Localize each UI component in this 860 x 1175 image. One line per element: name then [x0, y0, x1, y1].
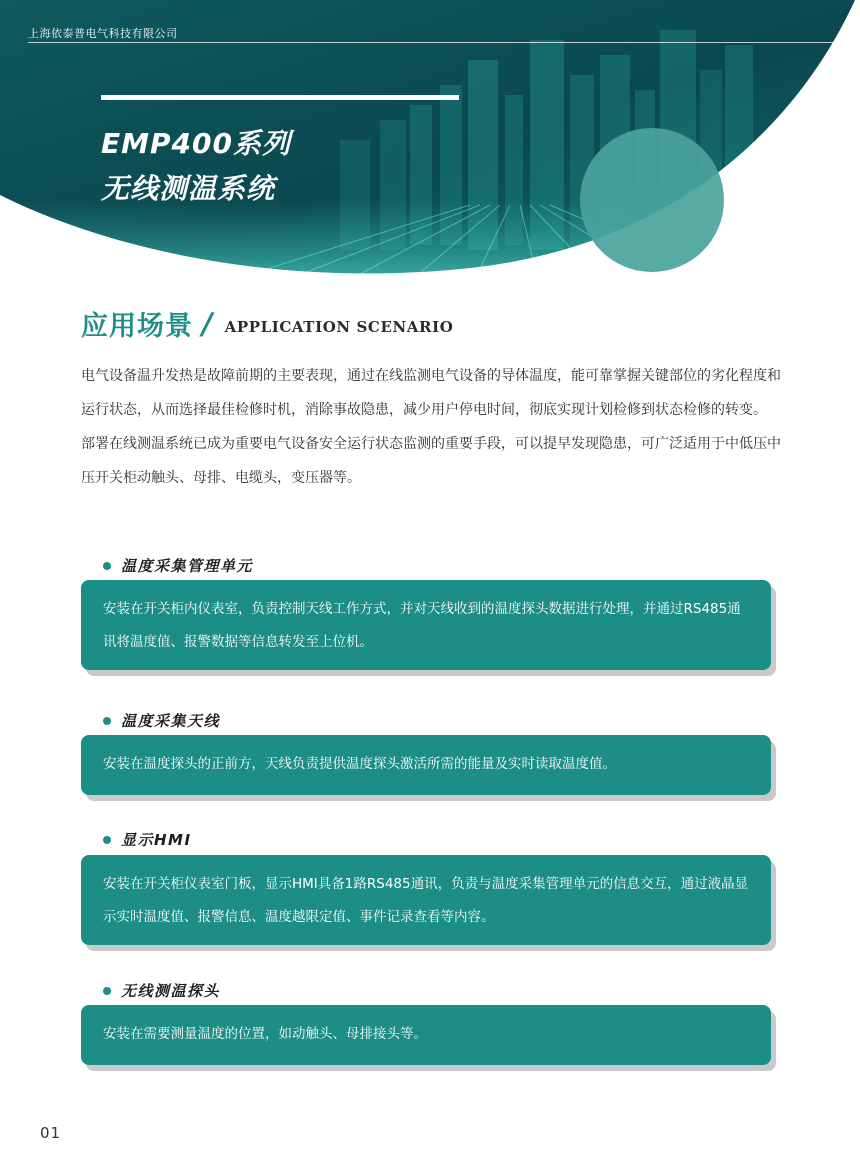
item-heading [103, 980, 220, 1001]
bullet-dot-icon [103, 836, 111, 844]
item-card [81, 1005, 771, 1065]
item-heading [103, 710, 220, 731]
company-name: 上海依泰普电气科技有限公司 [28, 27, 178, 40]
section-title-slash: / [202, 306, 213, 341]
item-title: 温度采集天线 [121, 712, 221, 730]
header-divider [28, 42, 834, 43]
title-accent-bar [101, 95, 459, 100]
item-description: 安装在开关柜内仪表室，负责控制天线工作方式，并对天线收到的温度探头数据进行处理，并通过RS485通讯将温度值、报警数据等信息转发至上位机。 [103, 601, 741, 650]
section-title-en: APPLICATION SCENARIO [224, 317, 454, 336]
bullet-dot-icon [103, 562, 111, 570]
item-card [81, 580, 771, 670]
item-description: 安装在温度探头的正前方，天线负责提供温度探头激活所需的能量及实时读取温度值。 [103, 756, 616, 772]
item-title: 无线测温探头 [121, 982, 221, 1000]
item-title: 温度采集管理单元 [121, 557, 254, 575]
product-system-title: 无线测温系统 [101, 172, 276, 205]
intro-paragraph-2: 部署在线测温系统已成为重要电气设备安全运行状态监测的重要手段，可以提早发现隐患，可广泛适用于中低压中压开关柜动触头、母排、电缆头，变压器等。 [81, 436, 781, 486]
bullet-dot-icon [103, 987, 111, 995]
decorative-circle [580, 128, 724, 272]
item-card [81, 735, 771, 795]
item-description: 安装在开关柜仪表室门板，显示HMI具备1路RS485通讯，负责与温度采集管理单元的信息交互，通过液晶显示实时温度值、报警信息、温度越限定值、事件记录查看等内容。 [103, 876, 749, 925]
item-title: 显示HMI [121, 831, 192, 849]
intro-paragraph-1: 电气设备温升发热是故障前期的主要表现，通过在线监测电气设备的导体温度，能可靠掌握关键部位的劣化程度和运行状态，从而选择最佳检修时机，消除事故隐患，减少用户停电时间，彻底实现计划检修到状态检修的转变。 [81, 368, 781, 418]
item-heading [103, 555, 253, 576]
item-heading [103, 829, 192, 850]
section-heading [81, 304, 453, 343]
item-card [81, 855, 771, 945]
bullet-dot-icon [103, 717, 111, 725]
product-series-title: EMP400系列 [101, 127, 291, 160]
page-number: 01 [40, 1124, 62, 1142]
item-description: 安装在需要测量温度的位置，如动触头、母排接头等。 [103, 1026, 427, 1042]
intro-text [81, 359, 781, 495]
section-title-cn: 应用场景 [81, 311, 193, 342]
